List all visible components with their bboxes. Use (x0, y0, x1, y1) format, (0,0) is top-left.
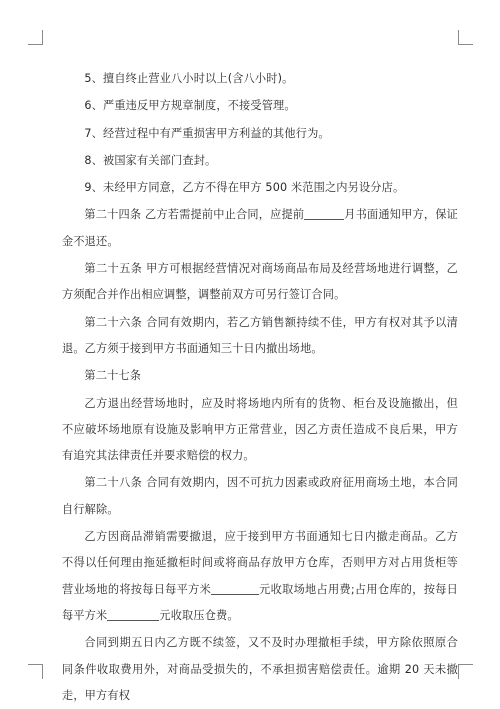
fill-blank-occupancy-fee (211, 582, 259, 595)
article-28: 第二十八条 合同有效期内，因不可抗力因素或政府征用商场土地，本合同自行解除。 (62, 476, 458, 516)
withdrawal-text-a: 乙方因商品滞销需要撤退，应于接到甲方书面通知七日内撤走商品。乙方不得以任何理由拖延撤柜时间或将商品存放甲方仓库，否则甲方对占用货柜等营业场地的将按每日每平方米 (62, 530, 458, 596)
crop-mark-bottom-left (28, 664, 43, 679)
article-25: 第二十五条 甲方可根据经营情况对商场商品布局及经营场地进行调整，乙方须配合并作出相应调整，调整前双方可另行签订合同。 (62, 262, 458, 302)
fill-blank-months (304, 207, 344, 220)
article-26: 第二十六条 合同有效期内，若乙方销售额持续不佳，甲方有权对其予以清退。乙方须于接到甲方书面通知三十日内撤出场地。 (62, 315, 458, 355)
article-24-text-a: 第二十四条 乙方若需提前中止合同，应提前 (84, 208, 305, 222)
crop-mark-top-left (28, 30, 43, 45)
article-27-body: 乙方退出经营场地时，应及时将场地内所有的货物、柜台及设施撤出，但不应破坏场地原有设施及影响甲方正常营业，因乙方责任造成不良后果，甲方有追究其法律责任并要求赔偿的权力。 (62, 396, 458, 463)
fill-blank-storage-fee (107, 608, 159, 621)
paragraph-expiry: 合同到期五日内乙方既不续签，又不及时办理撤柜手续，甲方除依照原合同条件收取费用外，对商品受损失的，不承担损害赔偿责任。逾期 20 天未撤走，甲方有权 (62, 636, 458, 702)
paragraph-withdrawal (62, 524, 458, 629)
withdrawal-text-c: 元收取压仓费。 (159, 608, 239, 622)
list-item-8: 8、被国家有关部门查封。 (84, 153, 217, 167)
document-body (62, 66, 458, 709)
withdrawal-text-b: 元收取场地占用费;占用仓库的，按每日每平方米 (62, 582, 458, 622)
list-item-5: 5、擅自终止营业八小时以上(含八小时)。 (84, 72, 294, 85)
crop-mark-bottom-right (458, 664, 473, 679)
article-27-title: 第二十七条 (84, 369, 142, 383)
list-item-7: 7、经营过程中有严重损害甲方利益的其他行为。 (84, 126, 330, 140)
list-item-6: 6、严重违反甲方规章制度，不接受管理。 (84, 99, 296, 113)
article-24 (62, 202, 458, 255)
list-item-9: 9、未经甲方同意，乙方不得在甲方 500 米范围之内另设分店。 (84, 181, 405, 195)
crop-mark-top-right (458, 30, 473, 45)
article-24-text-b: 月书面通知甲方，保证金不退还。 (62, 208, 458, 248)
